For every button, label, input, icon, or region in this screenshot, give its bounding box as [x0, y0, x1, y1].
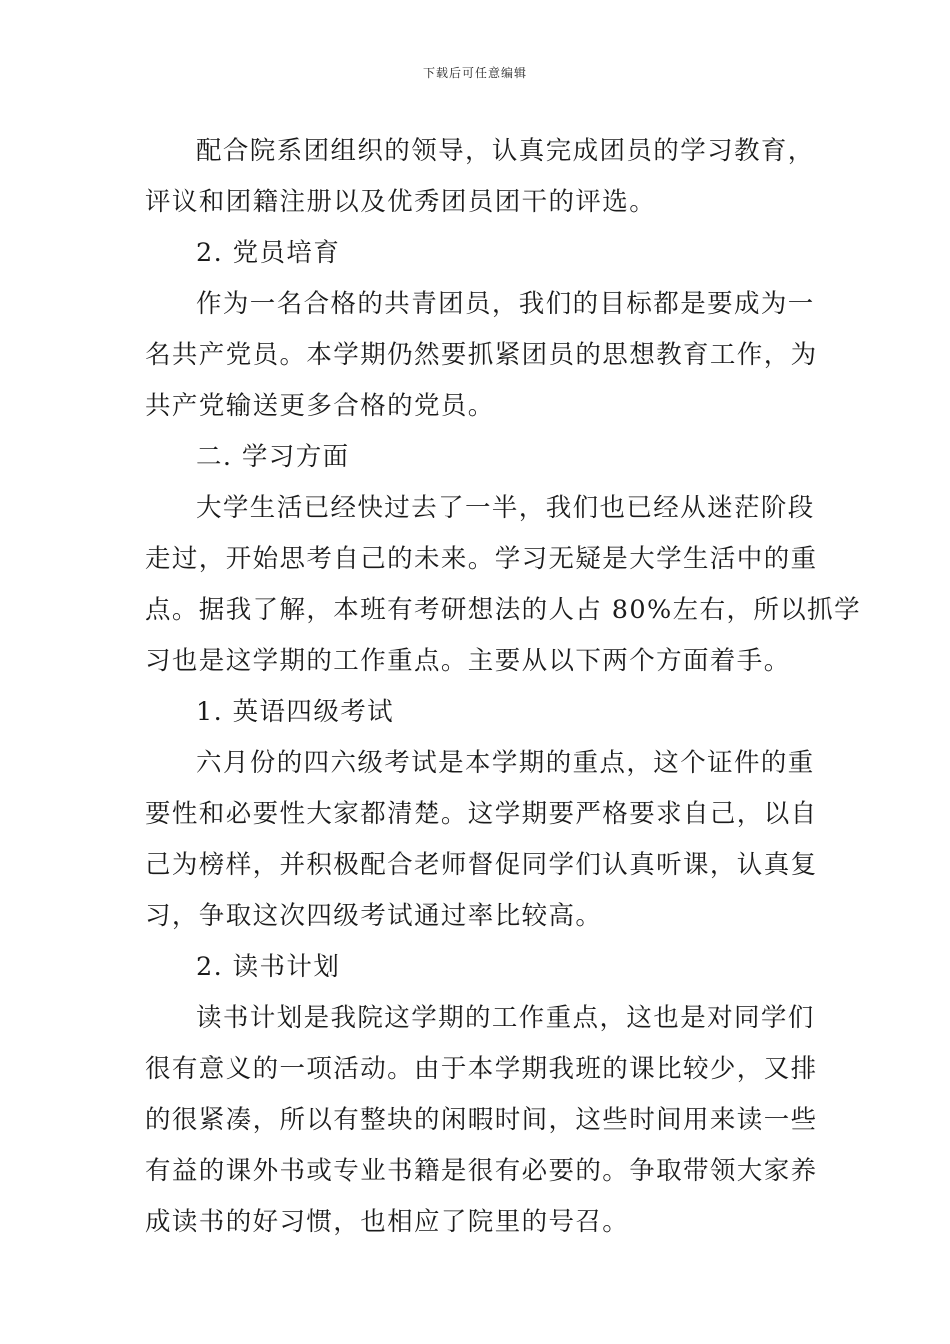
text-line: 点。据我了解，本班有考研想法的人占 80%左右，所以抓学 [145, 595, 861, 625]
text-line: 2. 党员培育 [196, 238, 341, 268]
page-header: 下载后可任意编辑 [422, 66, 527, 80]
text-line: 评议和团籍注册以及优秀团员团干的评选。 [145, 187, 657, 217]
text-line: 读书计划是我院这学期的工作重点，这也是对同学们 [196, 1003, 815, 1033]
text-line: 2. 读书计划 [196, 952, 341, 982]
document-body [145, 126, 861, 1248]
paragraph-lines [145, 126, 861, 1248]
text-line: 大学生活已经快过去了一半，我们也已经从迷茫阶段 [196, 493, 815, 523]
text-line: 名共产党员。本学期仍然要抓紧团员的思想教育工作，为 [145, 340, 818, 370]
text-line: 己为榜样，并积极配合老师督促同学们认真听课，认真复 [145, 850, 818, 880]
text-line: 六月份的四六级考试是本学期的重点，这个证件的重 [196, 748, 815, 778]
text-line: 的很紧凑，所以有整块的闲暇时间，这些时间用来读一些 [145, 1105, 818, 1135]
text-line: 1. 英语四级考试 [196, 697, 395, 727]
text-line: 共产党输送更多合格的党员。 [145, 391, 495, 421]
text-line: 很有意义的一项活动。由于本学期我班的课比较少，又排 [145, 1054, 818, 1084]
text-line: 成读书的好习惯，也相应了院里的号召。 [145, 1207, 630, 1237]
text-line: 二. 学习方面 [196, 442, 350, 472]
text-line: 习，争取这次四级考试通过率比较高。 [145, 901, 603, 931]
text-line: 要性和必要性大家都清楚。这学期要严格要求自己，以自 [145, 799, 818, 829]
text-line: 配合院系团组织的领导，认真完成团员的学习教育， [196, 136, 815, 166]
text-line: 作为一名合格的共青团员，我们的目标都是要成为一 [196, 289, 815, 319]
text-line: 走过，开始思考自己的未来。学习无疑是大学生活中的重 [145, 544, 818, 574]
text-line: 有益的课外书或专业书籍是很有必要的。争取带领大家养 [145, 1156, 818, 1186]
text-line: 习也是这学期的工作重点。主要从以下两个方面着手。 [145, 646, 791, 676]
